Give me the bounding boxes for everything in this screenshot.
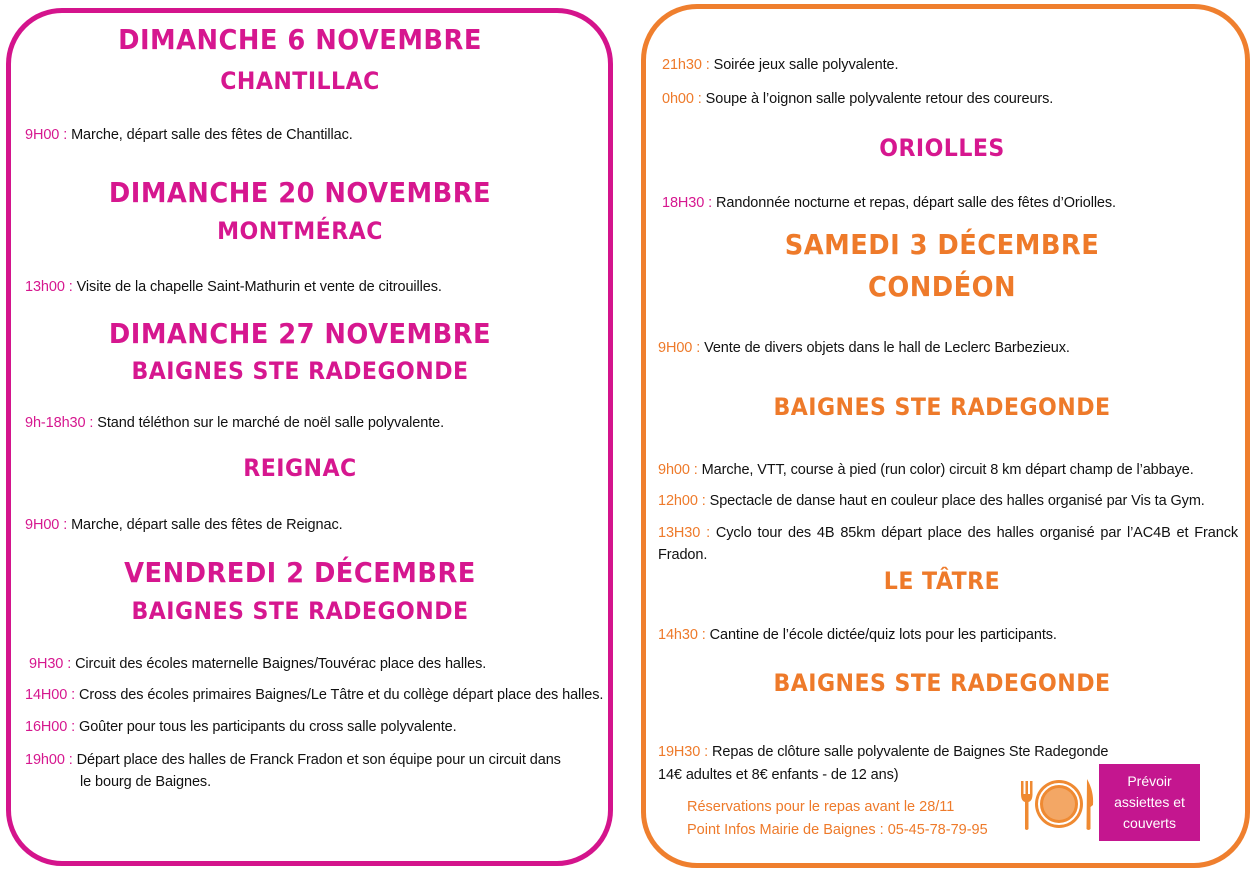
section-title-reignac: REIGNAC xyxy=(243,454,357,482)
event-time: 14h30 : xyxy=(658,627,706,643)
event-text: Goûter pour tous les participants du cross salle polyvalente. xyxy=(79,719,457,735)
badge-line: Prévoir xyxy=(1127,773,1172,789)
event-text: Repas de clôture salle polyvalente de Baignes Ste Radegonde xyxy=(712,744,1109,760)
event-time: 18H30 : xyxy=(662,195,713,211)
section-title-baignes: BAIGNES STE RADEGONDE xyxy=(773,669,1111,697)
event-entry xyxy=(25,685,603,706)
section-title-baignes: BAIGNES STE RADEGONDE xyxy=(773,393,1111,421)
event-entry xyxy=(658,338,1070,359)
event-time: 19H30 : xyxy=(658,744,709,760)
plate-fork-knife-icon xyxy=(1017,775,1097,833)
event-time: 9h-18h30 : xyxy=(25,415,94,431)
event-entry xyxy=(658,460,1194,481)
section-title-dimanche-27: DIMANCHE 27 NOVEMBRE xyxy=(108,317,492,350)
event-entry xyxy=(658,523,1238,544)
event-entry xyxy=(658,491,1205,512)
event-text: Cyclo tour des 4B 85km départ place des halles organisé par l’AC4B et Franck xyxy=(715,525,1239,541)
section-subtitle-montmerac: MONTMÉRAC xyxy=(217,217,383,245)
event-time: 13H30 : xyxy=(658,525,711,541)
event-time: 12h00 : xyxy=(658,493,706,509)
event-text: Marche, départ salle des fêtes de Chantillac. xyxy=(71,127,353,143)
badge-line: assiettes et xyxy=(1114,794,1185,810)
event-entry xyxy=(25,717,457,738)
event-text: Spectacle de danse haut en couleur place des halles organisé par Vis ta Gym. xyxy=(709,493,1205,509)
section-subtitle-chantillac: CHANTILLAC xyxy=(220,67,380,95)
event-entry xyxy=(29,654,486,675)
section-title-le-tatre: LE TÂTRE xyxy=(883,567,1001,595)
event-entry xyxy=(658,625,1057,646)
section-title-samedi-3: SAMEDI 3 DÉCEMBRE xyxy=(784,228,1100,261)
event-entry xyxy=(662,89,1053,110)
event-text-continued: 14€ adultes et 8€ enfants - de 12 ans) xyxy=(658,767,899,783)
event-time: 21h30 : xyxy=(662,57,710,73)
badge-line: couverts xyxy=(1123,815,1176,831)
event-text: Stand téléthon sur le marché de noël salle polyvalente. xyxy=(97,415,445,431)
event-text: Marche, VTT, course à pied (run color) circuit 8 km départ champ de l’abbaye. xyxy=(701,462,1194,478)
section-title-dimanche-6: DIMANCHE 6 NOVEMBRE xyxy=(118,23,482,56)
event-entry xyxy=(25,125,353,146)
event-time: 16H00 : xyxy=(25,719,76,735)
event-entry xyxy=(25,277,442,298)
event-entry xyxy=(658,742,1108,763)
event-text: Vente de divers objets dans le hall de Leclerc Barbezieux. xyxy=(704,340,1070,356)
event-text-continued: Fradon. xyxy=(658,547,708,563)
event-time: 0h00 : xyxy=(662,91,702,107)
event-text: Cantine de l’école dictée/quiz lots pour les participants. xyxy=(709,627,1057,643)
event-time: 13h00 : xyxy=(25,279,73,295)
event-time: 9h00 : xyxy=(658,462,698,478)
event-text-continued: le bourg de Baignes. xyxy=(80,774,212,790)
event-text: Cross des écoles primaires Baignes/Le Tâtre et du collège départ place des halles. xyxy=(79,687,604,703)
event-time: 14H00 : xyxy=(25,687,76,703)
event-entry xyxy=(662,55,898,76)
section-title-dimanche-20: DIMANCHE 20 NOVEMBRE xyxy=(108,176,492,209)
section-subtitle-baignes: BAIGNES STE RADEGONDE xyxy=(131,357,469,385)
event-time: 9H00 : xyxy=(25,517,68,533)
section-subtitle-baignes: BAIGNES STE RADEGONDE xyxy=(131,597,469,625)
event-text: Visite de la chapelle Saint-Mathurin et vente de citrouilles. xyxy=(76,279,442,295)
section-title-oriolles: ORIOLLES xyxy=(879,134,1005,162)
event-text: Circuit des écoles maternelle Baignes/Touvérac place des halles. xyxy=(75,656,487,672)
reservation-line: Réservations pour le repas avant le 28/11 xyxy=(687,799,955,815)
event-text: Randonnée nocturne et repas, départ salle des fêtes d’Oriolles. xyxy=(716,195,1116,211)
event-entry xyxy=(25,413,444,434)
event-entry xyxy=(25,750,561,771)
reservation-contact: Point Infos Mairie de Baignes : 05-45-78-79-95 xyxy=(687,822,988,838)
event-entry xyxy=(662,193,1116,214)
event-time: 9H30 : xyxy=(29,656,72,672)
event-time: 19h00 : xyxy=(25,752,73,768)
event-text: Soupe à l’oignon salle polyvalente retour des coureurs. xyxy=(705,91,1054,107)
badge-prevoir xyxy=(1099,764,1200,841)
event-time: 9H00 : xyxy=(658,340,701,356)
event-text: Soirée jeux salle polyvalente. xyxy=(713,57,899,73)
event-entry xyxy=(25,515,343,536)
event-text: Départ place des halles de Franck Fradon et son équipe pour un circuit dans xyxy=(76,752,561,768)
event-time: 9H00 : xyxy=(25,127,68,143)
event-text: Marche, départ salle des fêtes de Reignac. xyxy=(71,517,343,533)
section-title-vendredi-2: VENDREDI 2 DÉCEMBRE xyxy=(124,556,476,589)
section-subtitle-condeon: CONDÉON xyxy=(867,270,1017,303)
